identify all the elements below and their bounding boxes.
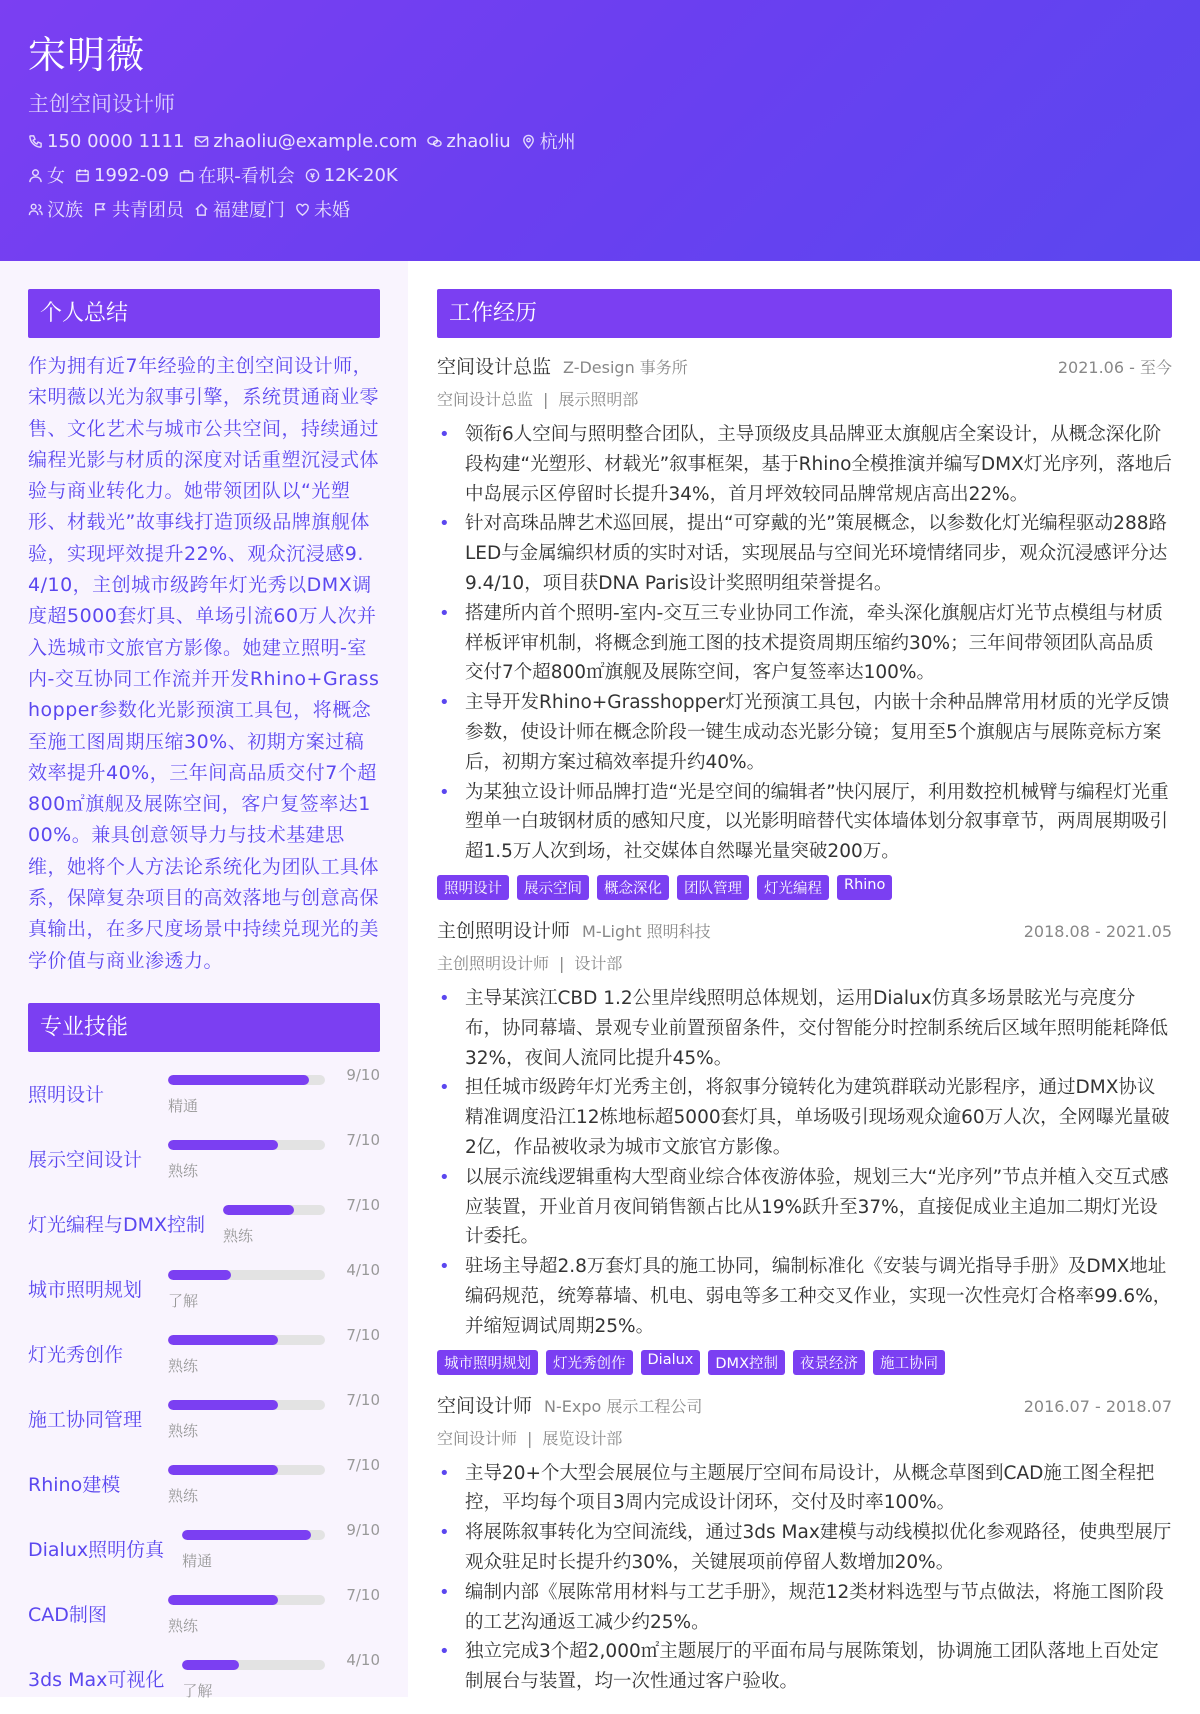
job-role: 空间设计总监 (437, 390, 534, 409)
personal-item (28, 162, 65, 188)
skill-bar-fill (168, 1465, 278, 1475)
skills-heading: 专业技能 (28, 1003, 380, 1052)
skill-name: 灯光编程与DMX控制 (28, 1213, 206, 1236)
separator: | (543, 390, 549, 409)
contact-row (28, 130, 1172, 152)
background-item (295, 196, 350, 222)
skill-level: 熟练 (168, 1161, 199, 1180)
skill-name: 灯光秀创作 (28, 1343, 124, 1366)
skill-bar-fill (168, 1075, 309, 1085)
job-subtitle (437, 387, 1172, 410)
skill-score: 7/10 (346, 1390, 380, 1409)
skill-bar-fill (168, 1335, 278, 1345)
skill-tag: 施工协同 (873, 1350, 945, 1375)
job-bullets (437, 984, 1172, 1342)
job-bullet: • 主导20+个大型会展展位与主题展厅空间布局设计，从概念草图到CAD施工图全程把控，平均每个项目3周内完成设计闭环，交付及时率100%。 (465, 1459, 1172, 1519)
job-title: 空间设计师 (437, 1394, 533, 1417)
candidate-title: 主创空间设计师 (28, 92, 175, 116)
personal-text: 12K-20K (323, 164, 398, 186)
job-title-group (437, 916, 711, 943)
background-row (28, 198, 1172, 220)
job-role: 主创照明设计师 (437, 953, 550, 973)
jobs-list (437, 352, 1172, 1697)
skill-level: 熟练 (168, 1486, 199, 1505)
location-icon (521, 134, 540, 149)
skill-row (28, 1454, 380, 1519)
background-item (28, 196, 83, 222)
skill-bar (168, 1270, 325, 1280)
personal-row (28, 164, 1172, 186)
resume-header (0, 0, 1200, 261)
skill-bar (168, 1075, 325, 1085)
skill-name: 照明设计 (28, 1083, 105, 1106)
skill-tag: 展示空间 (517, 875, 589, 900)
job-bullet: • 独立完成3个超2,000㎡主题展厅的平面布局与展陈策划，协调施工团队落地上百处定制展台与装置，均一次性通过客户验收。 (465, 1637, 1172, 1697)
skill-bar (182, 1530, 325, 1540)
skill-row (28, 1584, 380, 1649)
skill-score: 7/10 (346, 1130, 380, 1149)
job-tags (437, 1350, 1172, 1375)
skill-row (28, 1324, 380, 1389)
skill-level: 熟练 (168, 1616, 199, 1635)
skill-row (28, 1389, 380, 1454)
job-bullets (437, 1459, 1172, 1697)
people-icon (28, 202, 47, 217)
main-content (408, 261, 1200, 1697)
job-entry (437, 1391, 1172, 1697)
job-title-group (437, 352, 688, 379)
personal-item (305, 165, 398, 186)
separator: | (559, 953, 565, 973)
skill-tag: Dialux (641, 1350, 701, 1375)
phone-icon (28, 134, 47, 149)
skill-level: 熟练 (168, 1421, 199, 1440)
personal-item (179, 162, 295, 188)
job-tags (437, 875, 1172, 900)
contact-item (28, 131, 184, 152)
skill-level: 了解 (168, 1291, 199, 1310)
skill-bar-fill (223, 1205, 294, 1215)
calendar-icon (75, 168, 94, 183)
skill-bar-fill (168, 1270, 231, 1280)
job-subtitle (437, 951, 1172, 974)
skill-score: 4/10 (346, 1260, 380, 1279)
skill-bar-fill (182, 1660, 239, 1670)
skill-row (28, 1129, 380, 1194)
skill-tag: 灯光编程 (757, 875, 829, 900)
skill-score: 7/10 (346, 1325, 380, 1344)
job-bullets (437, 420, 1172, 867)
skill-row (28, 1194, 380, 1259)
separator: | (527, 1428, 533, 1448)
job-role: 空间设计师 (437, 1428, 518, 1448)
job-bullet: • 担任城市级跨年灯光秀主创，将叙事分镜转化为建筑群联动光影程序，通过DMX协议精准调度沿江12栋地标超5000套灯具，单场吸引现场观众逾60万人次，全网曝光量破2亿，作品被收录为城市文旅官方影像。 (465, 1073, 1172, 1162)
sidebar (0, 261, 408, 1700)
job-bullet: • 编制内部《展陈常用材料与工艺手册》，规范12类材料选型与节点做法，将施工图阶段的工艺沟通返工减少约25%。 (465, 1578, 1172, 1638)
background-item (93, 196, 184, 222)
skill-name: 3ds Max可视化 (28, 1668, 165, 1691)
skill-score: 4/10 (346, 1650, 380, 1669)
job-dept: 展示照明部 (558, 390, 639, 409)
skill-tag: DMX控制 (708, 1350, 785, 1375)
job-date: 2016.07 - 2018.07 (1023, 1396, 1172, 1416)
job-bullet: • 为某独立设计师品牌打造“光是空间的编辑者”快闪展厅，利用数控机械臂与编程灯光重塑单一白玻钢材质的感知尺度，以光影明暗替代实体墙体划分叙事章节，两周展期吸引超1.5万人次到场，社交媒体自然曝光量突破200万。 (465, 778, 1172, 867)
background-text: 福建厦门 (213, 200, 285, 221)
skills-list (28, 1064, 380, 1714)
contact-text: zhaoliu@example.com (213, 130, 418, 152)
job-entry (437, 916, 1172, 1375)
job-bullet: • 将展陈叙事转化为空间流线，通过3ds Max建模与动线模拟优化参观路径，使典型展厅观众驻足时长提升约30%，关键展项前停留人数增加20%。 (465, 1518, 1172, 1578)
skill-row (28, 1064, 380, 1129)
job-title-group (437, 1391, 702, 1418)
summary-text: 作为拥有近7年经验的主创空间设计师，宋明薇以光为叙事引擎，系统贯通商业零售、文化艺术与城市公共空间，持续通过编程光影与材质的深度对话重塑沉浸式体验与商业转化力。她带领团队以“光塑形、材载光”故事线打造顶级品牌旗舰体验，实现坪效提升22%、观众沉浸感9.4/10，主创城市级跨年灯光秀以DMX调度超5000套灯具、单场引流60万人次并入选城市文旅官方影像。她建立照明-室内-交互协同工作流并开发Rhino+Grasshopper参数化光影预演工具包，将概念至施工图周期压缩30%、初期方案过稿效率提升40%，三年间高品质交付7个超800㎡旗舰及展陈空间，客户复签率达100%。兼具创意领导力与技术基建思维，她将个人方法论系统化为团队工具体系，保障复杂项目的高效落地与创意高保真输出，在多尺度场景中持续兑现光的美学价值与商业渗透力。 (28, 355, 380, 972)
job-subtitle (437, 1426, 1172, 1449)
skill-bar (168, 1595, 325, 1605)
heart-icon (295, 202, 314, 217)
job-title: 空间设计总监 (437, 356, 552, 378)
job-bullet: • 领衔6人空间与照明整合团队，主导顶级皮具品牌亚太旗舰店全案设计，从概念深化阶段构建“光塑形、材载光”叙事框架，基于Rhino全模推演并编写DMX灯光序列，落地后中岛展示区停留时长提升34%，首月坪效较同品牌常规店高出22%。 (465, 420, 1172, 509)
skill-score: 9/10 (346, 1065, 380, 1084)
skill-tag: 照明设计 (437, 875, 509, 900)
experience-heading: 工作经历 (437, 289, 1172, 338)
contact-text: zhaoliu (446, 130, 511, 152)
skill-row (28, 1519, 380, 1584)
background-text: 汉族 (47, 200, 83, 221)
skill-bar (168, 1400, 325, 1410)
flag-icon (93, 202, 112, 217)
background-text: 共青团员 (112, 200, 184, 221)
skill-bar-fill (182, 1530, 311, 1540)
skill-level: 了解 (182, 1681, 213, 1700)
skill-bar (182, 1660, 325, 1670)
job-date: 2018.08 - 2021.05 (1023, 921, 1172, 941)
skill-bar (223, 1205, 325, 1215)
skill-name: Rhino建模 (28, 1473, 121, 1496)
job-company: M-Light 照明科技 (582, 921, 711, 941)
skill-name: CAD制图 (28, 1603, 107, 1626)
skill-tag: 城市照明规划 (437, 1350, 538, 1375)
skill-tag: 夜景经济 (793, 1350, 865, 1375)
skill-level: 熟练 (223, 1226, 254, 1245)
skill-bar-fill (168, 1140, 278, 1150)
job-date: 2021.06 - 至今 (1057, 358, 1172, 377)
skill-bar (168, 1335, 325, 1345)
contact-text: 杭州 (539, 132, 576, 153)
job-bullet: • 针对高珠品牌艺术巡回展，提出“可穿戴的光”策展概念，以参数化灯光编程驱动288路LED与金属编织材质的实时对话，实现展品与空间光环境情绪同步，观众沉浸感评分达9.4/10，项目获DNA Paris设计奖照明组荣誉提名。 (465, 509, 1172, 598)
skill-score: 7/10 (346, 1195, 380, 1214)
skill-row (28, 1259, 380, 1324)
contact-item (521, 128, 576, 154)
briefcase-icon (179, 168, 198, 183)
job-header (437, 1391, 1172, 1418)
job-dept: 设计部 (574, 953, 623, 973)
skill-name: 施工协同管理 (28, 1408, 143, 1431)
candidate-name: 宋明薇 (28, 33, 146, 77)
skill-name: 展示空间设计 (28, 1148, 143, 1171)
job-bullet: • 主导某滨江CBD 1.2公里岸线照明总体规划，运用Dialux仿真多场景眩光与亮度分布，协同幕墙、景观专业前置预留条件，交付智能分时控制系统后区域年照明能耗降低32%，夜间人流同比提升45%。 (465, 984, 1172, 1073)
contact-text: 150 0000 1111 (47, 130, 185, 152)
wechat-icon (427, 134, 446, 149)
skill-level: 精通 (182, 1551, 213, 1570)
job-bullet: • 搭建所内首个照明-室内-交互三专业协同工作流，牵头深化旗舰店灯光节点模组与材质样板评审机制，将概念到施工图的技术提资周期压缩约30%；三年间带领团队高品质交付7个超800㎡旗舰及展陈空间，客户复签率达100%。 (465, 599, 1172, 688)
skill-bar-fill (168, 1400, 278, 1410)
skill-score: 7/10 (346, 1455, 380, 1474)
skill-tag: Rhino (837, 875, 892, 900)
background-text: 未婚 (314, 200, 350, 221)
mail-icon (194, 134, 213, 149)
job-bullet: • 驻场主导超2.8万套灯具的施工协同，编制标准化《安装与调光指导手册》及DMX地址编码规范，统筹幕墙、机电、弱电等多工种交叉作业，实现一次性亮灯合格率99.6%，并缩短调试周期25%。 (465, 1252, 1172, 1341)
job-company: N-Expo 展示工程公司 (544, 1396, 703, 1416)
skill-row (28, 1649, 380, 1714)
skill-tag: 团队管理 (677, 875, 749, 900)
personal-item (75, 165, 169, 186)
job-header (437, 916, 1172, 943)
skill-tag: 概念深化 (597, 875, 669, 900)
skill-score: 7/10 (346, 1585, 380, 1604)
personal-text: 女 (47, 166, 65, 187)
skill-name: Dialux照明仿真 (28, 1538, 165, 1561)
summary-heading: 个人总结 (28, 289, 380, 338)
job-bullet: • 主导开发Rhino+Grasshopper灯光预演工具包，内嵌十余种品牌常用材质的光学反馈参数，使设计师在概念阶段一键生成动态光影分镜；复用至5个旗舰店与展陈竞标方案后，初期方案过稿效率提升约40%。 (465, 688, 1172, 777)
user-icon (28, 168, 47, 183)
personal-text: 在职-看机会 (198, 166, 295, 187)
skill-score: 9/10 (346, 1520, 380, 1539)
skill-name: 城市照明规划 (28, 1278, 143, 1301)
skill-bar (168, 1465, 325, 1475)
job-dept: 展览设计部 (542, 1428, 623, 1448)
contact-item (427, 131, 510, 152)
job-header (437, 352, 1172, 379)
personal-text: 1992-09 (94, 164, 170, 186)
skill-bar-fill (168, 1595, 278, 1605)
job-entry (437, 352, 1172, 900)
contact-item (194, 131, 417, 152)
skill-bar (168, 1140, 325, 1150)
skill-level: 熟练 (168, 1356, 199, 1375)
job-title: 主创照明设计师 (437, 919, 571, 942)
money-icon (305, 168, 324, 183)
skill-level: 精通 (168, 1096, 199, 1115)
job-company: Z-Design 事务所 (563, 358, 688, 377)
background-item (194, 196, 285, 222)
home-icon (194, 202, 213, 217)
job-bullet: • 以展示流线逻辑重构大型商业综合体夜游体验，规划三大“光序列”节点并植入交互式感应装置，开业首月夜间销售额占比从19%跃升至37%，直接促成业主追加二期灯光设计委托。 (465, 1163, 1172, 1252)
skill-tag: 灯光秀创作 (546, 1350, 633, 1375)
